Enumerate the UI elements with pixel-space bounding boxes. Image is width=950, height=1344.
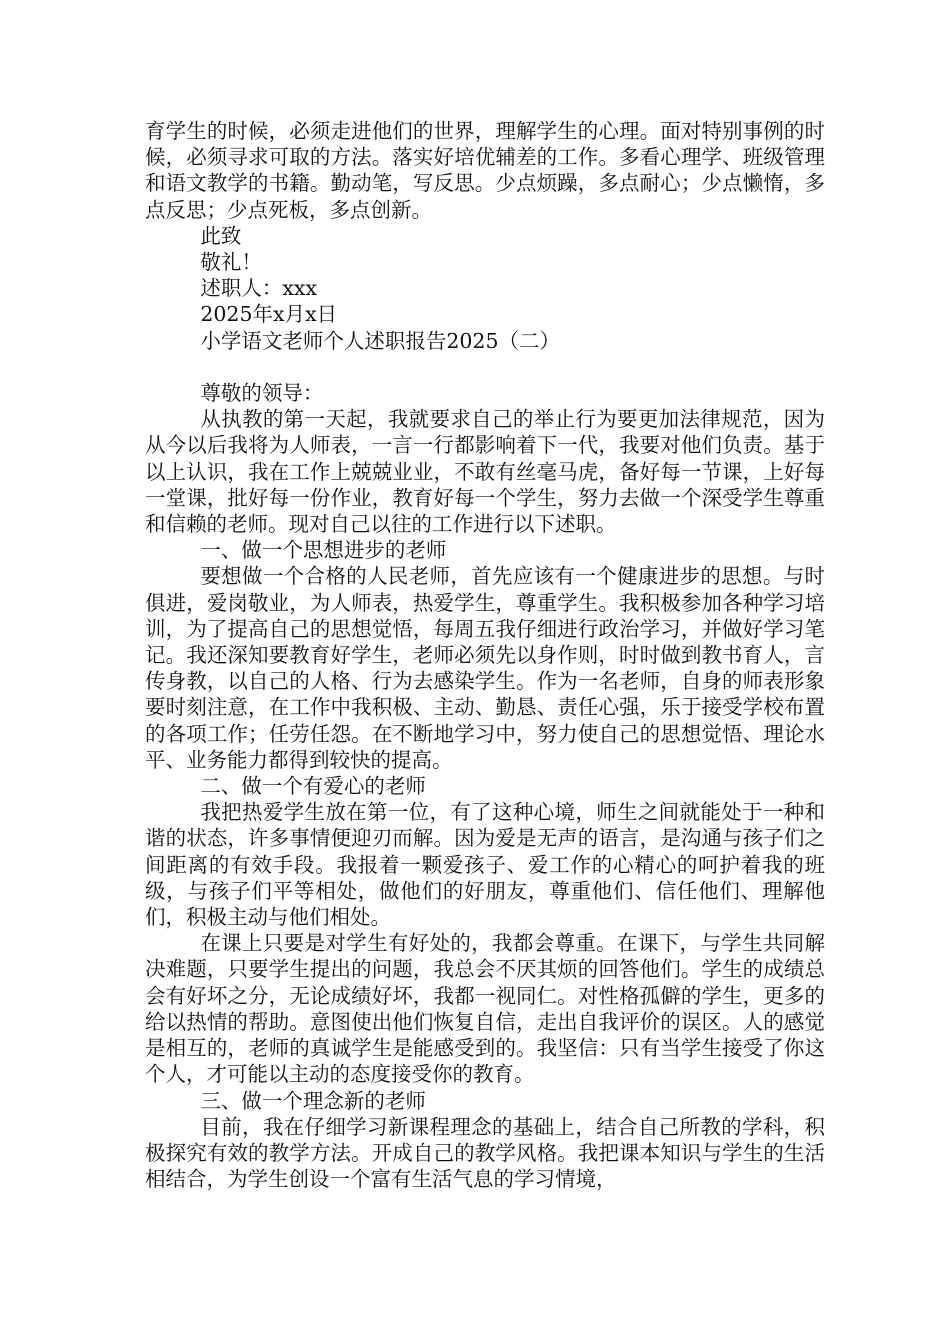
blank-line [145, 354, 825, 380]
salutation: 尊敬的领导： [200, 381, 324, 406]
section-heading: 二、做一个有爱心的老师 [200, 774, 426, 799]
date-line: 2025年x月x日 [200, 302, 338, 327]
paragraph: 目前，我在仔细学习新课程理念的基础上，结合自己所教的学科，积极探究有效的教学方法。开成自己的教学风格。我把课本知识与学生的生活相结合，为学生创设一个富有生活气息的学习情境， [145, 1114, 825, 1192]
section-heading: 一、做一个思想进步的老师 [200, 538, 447, 563]
document-body [145, 118, 825, 1192]
closing-line: 此致 [200, 223, 242, 248]
paragraph: 育学生的时候，必须走进他们的世界，理解学生的心理。面对特别事例的时候，必须寻求可取的方法。落实好培优辅差的工作。多看心理学、班级管理和语文教学的书籍。勤动笔，写反思。少点烦躁，多点耐心；少点懒惰，多点反思；少点死板，多点创新。 [145, 119, 825, 222]
paragraph: 要想做一个合格的人民老师，首先应该有一个健康进步的思想。与时俱进，爱岗敬业，为人师表，热爱学生，尊重学生。我积极参加各种学习培训，为了提高自己的思想觉悟，每周五我仔细进行政治学习，并做好学习笔记。我还深知要教育好学生，老师必须先以身作则，时时做到教书育人，言传身教，以自己的人格、行为去感染学生。作为一名老师，自身的师表形象要时刻注意，在工作中我积极、主动、勤恳、责任心强，乐于接受学校布置的各项工作；任劳任怨。在不断地学习中，努力使自己的思想觉悟、理论水平、业务能力都得到较快的提高。 [145, 564, 825, 772]
paragraph: 在课上只要是对学生有好处的，我都会尊重。在课下，与学生共同解决难题，只要学生提出的问题，我总会不厌其烦的回答他们。学生的成绩总会有好坏之分，无论成绩好坏，我都一视同仁。对性格孤僻的学生，更多的给以热情的帮助。意图使出他们恢复自信，走出自我评价的误区。人的感觉是相互的，老师的真诚学生是能感受到的。我坚信：只有当学生接受了你这个人，才可能以主动的态度接受你的教育。 [145, 931, 825, 1087]
signature-line: 述职人：xxx [200, 276, 318, 301]
report-title: 小学语文老师个人述职报告2025（二） [200, 328, 561, 353]
paragraph: 我把热爱学生放在第一位，有了这种心境，师生之间就能处于一种和谐的状态，许多事情便迎刃而解。因为爱是无声的语言，是沟通与孩子们之间距离的有效手段。我报着一颗爱孩子、爱工作的心精心的呵护着我的班级，与孩子们平等相处，做他们的好朋友，尊重他们、信任他们、理解他们，积极主动与他们相处。 [145, 800, 825, 930]
paragraph: 从执教的第一天起，我就要求自己的举止行为要更加法律规范，因为从今以后我将为人师表，一言一行都影响着下一代，我要对他们负责。基于以上认识，我在工作上兢兢业业，不敢有丝毫马虎，备好每一节课，上好每一堂课，批好每一份作业，教育好每一个学生，努力去做一个深受学生尊重和信赖的老师。现对自己以往的工作进行以下述职。 [145, 407, 825, 537]
section-heading: 三、做一个理念新的老师 [200, 1088, 426, 1113]
closing-line: 敬礼！ [200, 250, 262, 275]
